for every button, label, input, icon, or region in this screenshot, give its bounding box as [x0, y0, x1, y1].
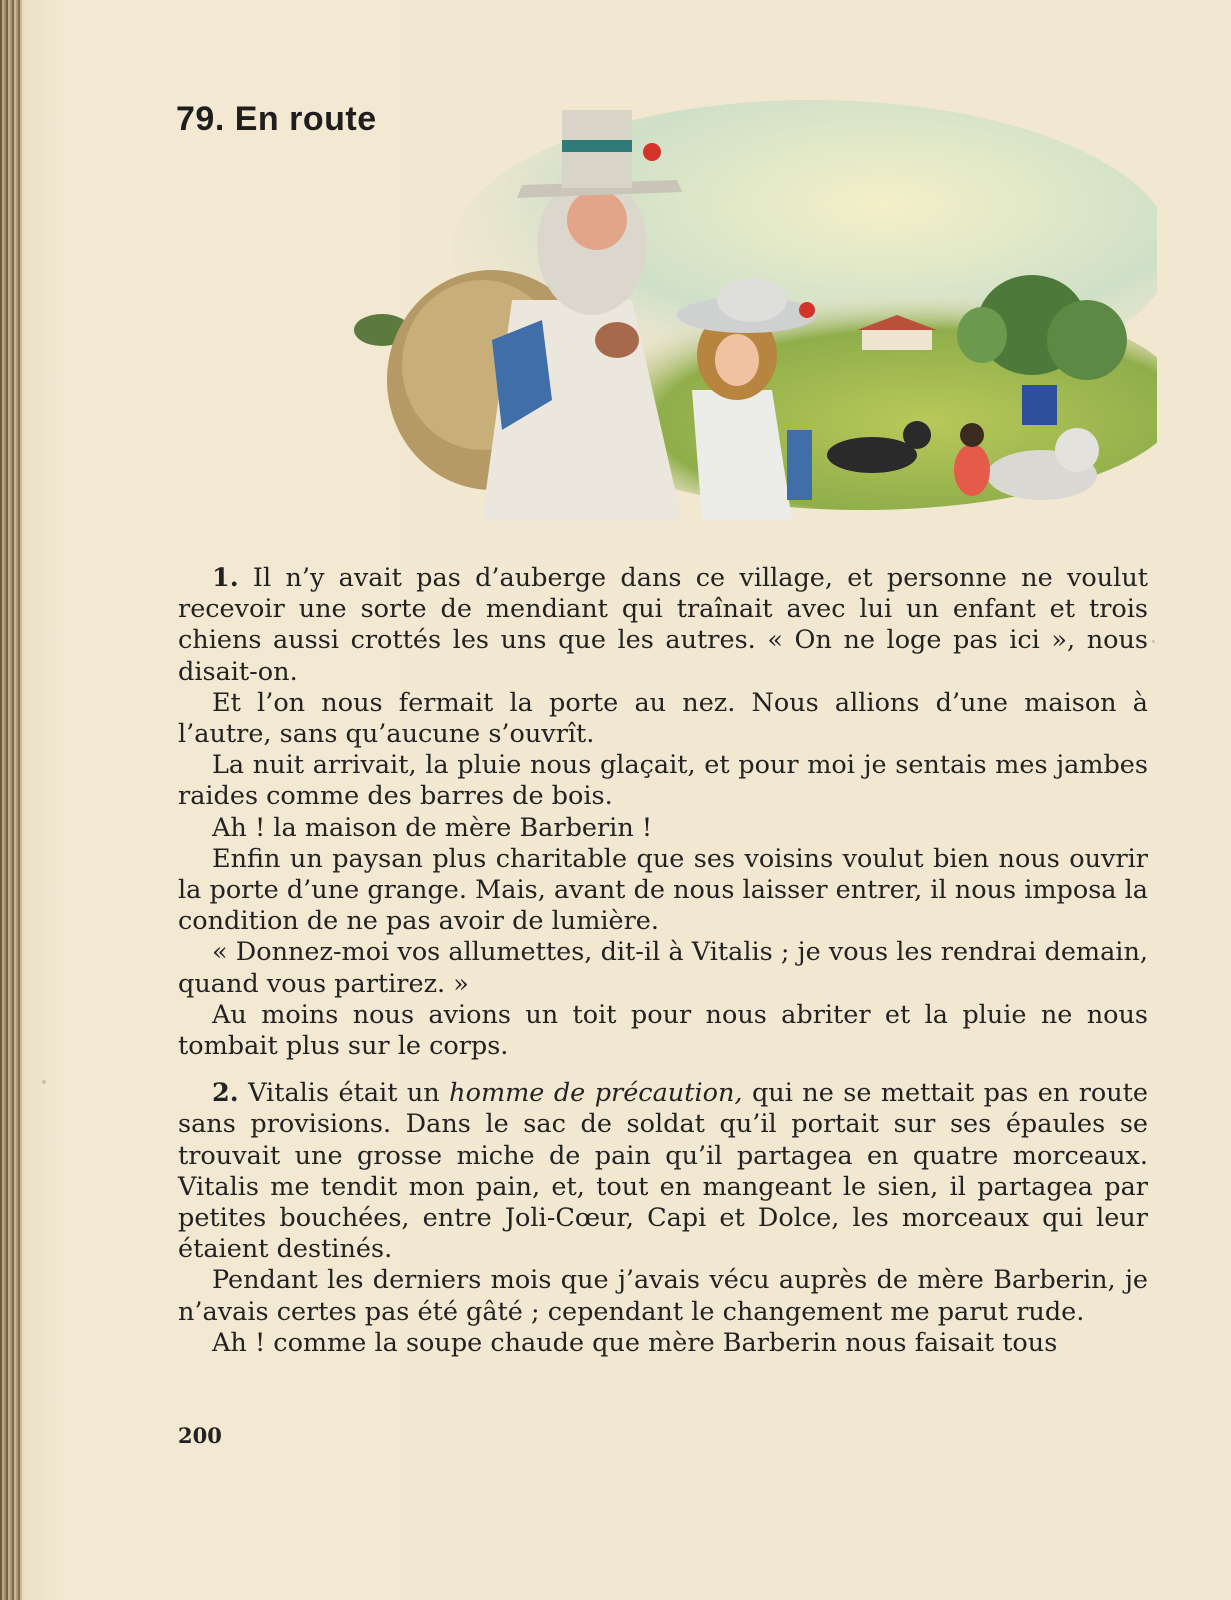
paragraph: Ah ! la maison de mère Barberin !	[212, 812, 653, 843]
paragraph: Et l’on nous fermait la porte au nez. Nous allions d’une maison à l’autre, sans qu’aucune s’ouvrît.	[178, 687, 1148, 750]
paragraph-number: 2.	[212, 1078, 239, 1109]
paper-speck	[1152, 640, 1155, 643]
illustration	[342, 100, 1157, 540]
lesson-title: 79. En route	[176, 100, 377, 138]
paragraph: « Donnez-moi vos allumettes, dit-il à Vitalis ; je vous les rendrai demain, quand vous partirez. »	[178, 937, 1148, 999]
paragraph: Pendant les derniers mois que j’avais vécu auprès de mère Barberin, je n’avais certes pas été gâté ; cependant le changement me parut rude.	[178, 1265, 1148, 1327]
page-binding-edge	[0, 0, 22, 1600]
body-text	[178, 563, 1148, 1359]
paragraph	[178, 563, 1148, 688]
paragraph-number: 1.	[212, 563, 239, 593]
paragraph: La nuit arrivait, la pluie nous glaçait, et pour moi je sentais mes jambes raides comme des barres de bois.	[178, 750, 1148, 812]
paragraph	[178, 1078, 1148, 1265]
paragraph: Ah ! comme la soupe chaude que mère Barberin nous faisait tous	[212, 1327, 1058, 1358]
paragraph-text: Vitalis était un	[248, 1078, 450, 1109]
paragraph: Enfin un paysan plus charitable que ses voisins voulut bien nous ouvrir la porte d’une grange. Mais, avant de nous laisser entrer, il nous imposa la condition de ne pas avoir de lumière.	[178, 843, 1148, 937]
italic-phrase: homme de précaution,	[449, 1078, 743, 1109]
paragraph: Au moins nous avions un toit pour nous abriter et la pluie ne nous tombait plus sur le corps.	[178, 999, 1148, 1062]
page-number: 200	[178, 1423, 222, 1448]
paper-speck	[42, 1080, 46, 1084]
paragraph-text: Il n’y avait pas d’auberge dans ce village, et personne ne voulut recevoir une sorte de mendiant qui traînait avec lui un enfant et trois chiens aussi crottés les uns que les autres. « On ne loge pas ici », nous disait-on.	[178, 563, 1148, 687]
paragraph-text: qui ne se mettait pas en route sans provisions. Dans le sac de soldat qu’il portait sur ses épaules se trouvait une grosse miche de pain qu’il partagea en quatre morceaux. Vitalis me tendit mon pain, et, tout en mangeant le sien, il partagea par petites bouchées, entre Joli-Cœur, Capi et Dolce, les morceaux qui leur étaient destinés.	[178, 1078, 1148, 1265]
